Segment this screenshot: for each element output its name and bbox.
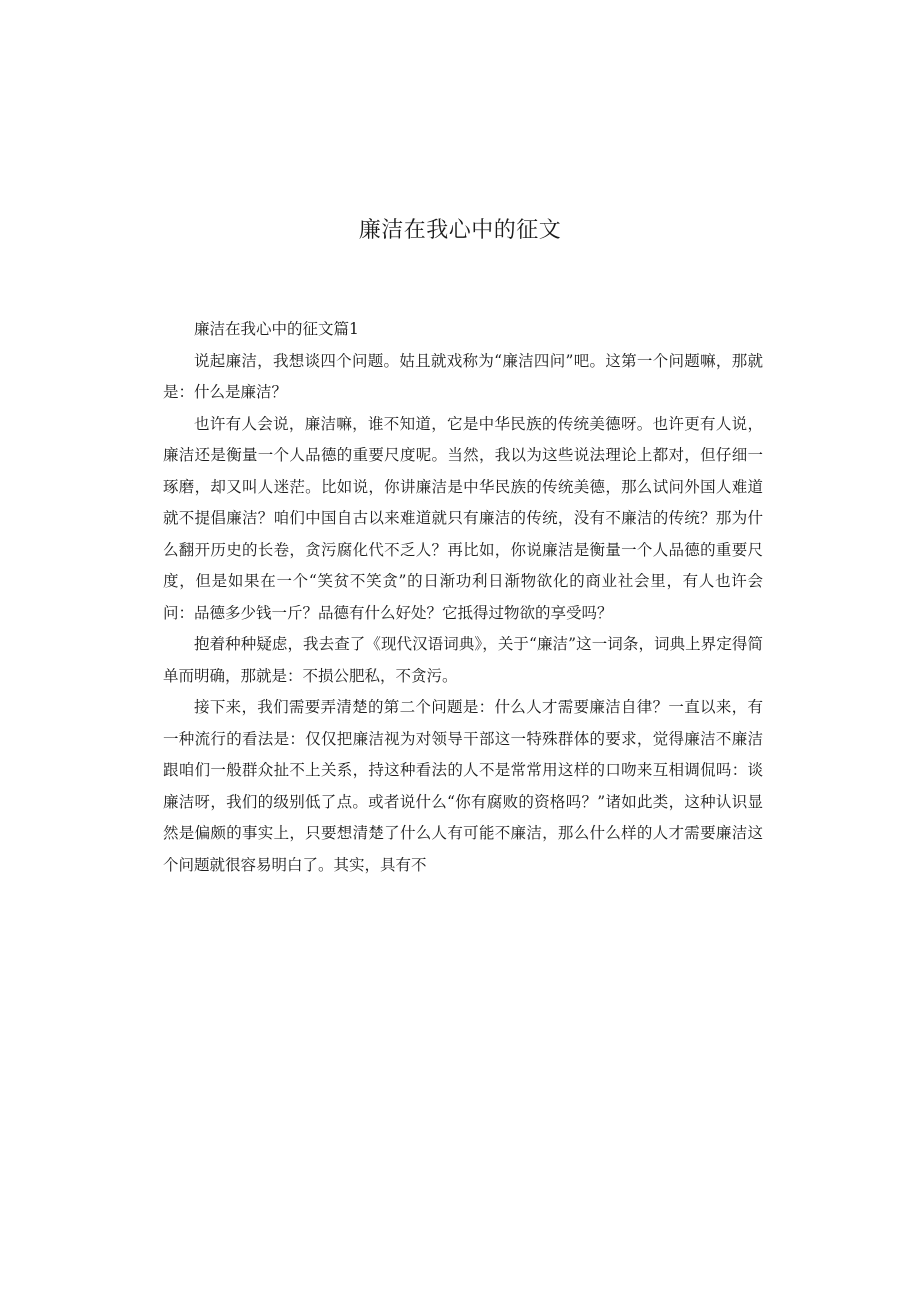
document-title: 廉洁在我心中的征文 (358, 218, 562, 243)
document-body (163, 314, 763, 881)
paragraph: 也许有人会说，廉洁嘛，谁不知道，它是中华民族的传统美德呀。也许更有人说，廉洁还是衡量一个人品德的重要尺度呢。当然，我以为这些说法理论上都对，但仔细一琢磨，却又叫人迷茫。比如说，你讲廉洁是中华民族的传统美德，那么试问外国人难道就不提倡廉洁？咱们中国自古以来难道就只有廉洁的传统，没有不廉洁的传统？那为什么翻开历史的长卷，贪污腐化代不乏人？再比如，你说廉洁是衡量一个人品德的重要尺度，但是如果在一个“笑贫不笑贪”的日渐功利日渐物欲化的商业社会里，有人也许会问：品德多少钱一斤？品德有什么好处？它抵得过物欲的享受吗？ (163, 414, 763, 622)
section-heading: 廉洁在我心中的征文篇1 (194, 320, 359, 338)
paragraph: 抱着种种疑虑，我去查了《现代汉语词典》，关于“廉洁”这一词条，词典上界定得简单而明确，那就是：不损公肥私，不贪污。 (163, 635, 763, 685)
paragraph: 接下来，我们需要弄清楚的第二个问题是：什么人才需要廉洁自律？一直以来，有一种流行的看法是：仅仅把廉洁视为对领导干部这一特殊群体的要求，觉得廉洁不廉洁跟咱们一般群众扯不上关系，持这种看法的人不是常常用这样的口吻来互相调侃吗：谈廉洁呀，我们的级别低了点。或者说什么“你有腐败的资格吗？”诸如此类，这种认识显然是偏颇的事实上，只要想清楚了什么人有可能不廉洁，那么什么样的人才需要廉洁这个问题就很容易明白了。其实，具有不 (163, 698, 763, 874)
paragraph: 说起廉洁，我想谈四个问题。姑且就戏称为“廉洁四问”吧。这第一个问题嘛，那就是：什么是廉洁？ (163, 351, 763, 401)
